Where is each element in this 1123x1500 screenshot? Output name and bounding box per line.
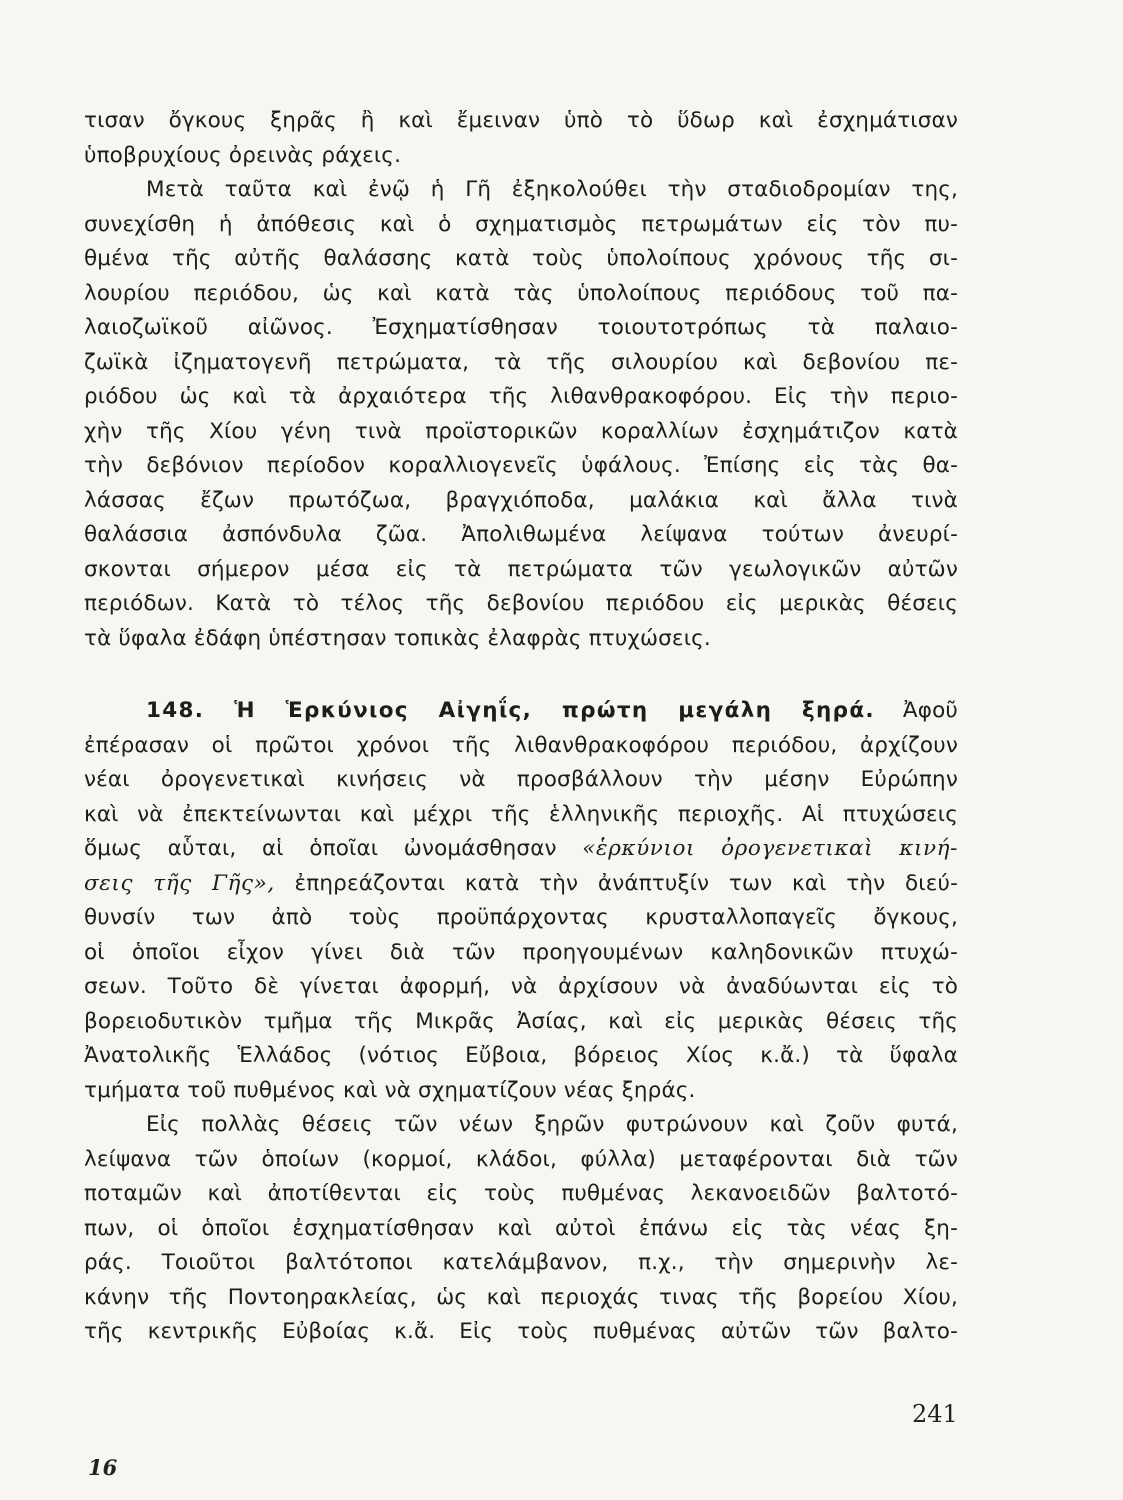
section-spacer <box>84 656 958 694</box>
section-heading-line <box>84 694 958 729</box>
italic-term: σεις τῆς Γῆς», <box>84 870 275 896</box>
text-line: χὴν τῆς Χίου γένη τινὰ προϊστορικῶν κοραλλίων ἐσχημάτιζον κατὰ <box>84 418 958 444</box>
text-line: πων, οἱ ὁποῖοι ἐσχηματίσθησαν καὶ αὐτοὶ ἐπάνω εἰς τὰς νέας ξη- <box>84 1215 958 1241</box>
text-line: ὑποβρυχίους ὀρεινὰς ράχεις. <box>84 142 402 168</box>
text-line: νέαι ὀρογενετικαὶ κινήσεις νὰ προσβάλλουν τὴν μέσην Εὐρώπην <box>84 767 958 792</box>
text-line: Μετὰ ταῦτα καὶ ἐνῷ ἡ Γῆ ἐξηκολούθει τὴν σταδιοδρομίαν της, <box>146 177 958 202</box>
text-line: ἐπέρασαν οἱ πρῶτοι χρόνοι τῆς λιθανθρακοφόρου περιόδου, ἀρχίζουν <box>84 732 958 758</box>
text-line: βορειοδυτικὸν τμῆμα τῆς Μικρᾶς Ἀσίας, καὶ εἰς μερικὰς θέσεις τῆς <box>84 1008 958 1034</box>
text-line: Ἀνατολικῆς Ἑλλάδος (νότιος Εὔβοια, βόρειος Χίος κ.ἄ.) τὰ ὕφαλα <box>84 1043 958 1068</box>
text-line: τμήματα τοῦ πυθμένος καὶ νὰ σχηματίζουν νέας ξηράς. <box>84 1077 696 1103</box>
text-line-with-quote <box>84 832 958 867</box>
heading-line-tail: Ἀφοῦ <box>902 698 958 723</box>
paragraph-swamps <box>84 1108 958 1350</box>
text-line: τῆς κεντρικῆς Εὐβοίας κ.ἄ. Εἰς τοὺς πυθμένας αὐτῶν τῶν βαλτο- <box>84 1319 958 1344</box>
printer-signature-mark: 16 <box>88 1455 118 1480</box>
page-number: 241 <box>912 1400 958 1428</box>
text-line: κάνην τῆς Ποντοηρακλείας, ὡς καὶ περιοχάς τινας τῆς βορείου Χίου, <box>84 1284 958 1310</box>
body-text <box>84 104 958 1350</box>
quote-line-prefix: ὅμως αὗται, αἱ ὁποῖαι ὠνομάσθησαν <box>84 836 557 861</box>
text-line: λάσσας ἔζων πρωτόζωα, βραγχιόποδα, μαλάκια καὶ ἄλλα τινὰ <box>84 487 958 513</box>
text-line: τὰ ὕφαλα ἐδάφη ὑπέστησαν τοπικὰς ἐλαφρὰς πτυχώσεις. <box>84 625 711 651</box>
text-line: ποταμῶν καὶ ἀποτίθενται εἰς τοὺς πυθμένας λεκανοειδῶν βαλτοτό- <box>84 1181 958 1206</box>
text-line: θυνσίν των ἀπὸ τοὺς προϋπάρχοντας κρυσταλλοπαγεῖς ὄγκους, <box>84 905 958 930</box>
text-line: τισαν ὄγκους ξηρᾶς ἢ καὶ ἔμειναν ὑπὸ τὸ ὕδωρ καὶ ἐσχημάτισαν <box>84 108 958 133</box>
section-148 <box>84 694 958 1108</box>
text-line-with-quote <box>84 867 958 902</box>
text-line: ράς. Τοιοῦτοι βαλτότοποι κατελάμβανον, π.χ., τὴν σημερινὴν λε- <box>84 1250 958 1275</box>
paragraph-continuation <box>84 104 958 173</box>
text-line: σεων. Τοῦτο δὲ γίνεται ἀφορμή, νὰ ἀρχίσουν νὰ ἀναδύωνται εἰς τὸ <box>84 974 958 999</box>
text-line: λείψανα τῶν ὁποίων (κορμοί, κλάδοι, φύλλα) μεταφέρονται διὰ τῶν <box>84 1146 958 1172</box>
italic-term: «ἑρκύνιοι ὀρογενετικαὶ κινή- <box>582 836 959 861</box>
text-line: λαιοζωϊκοῦ αἰῶνος. Ἐσχηματίσθησαν τοιουτοτρόπως τὰ παλαιο- <box>84 315 958 340</box>
text-line: σκονται σήμερον μέσα εἰς τὰ πετρώματα τῶν γεωλογικῶν αὐτῶν <box>84 556 958 582</box>
text-line: οἱ ὁποῖοι εἶχον γίνει διὰ τῶν προηγουμένων καληδονικῶν πτυχώ- <box>84 939 958 965</box>
text-line: συνεχίσθη ἡ ἀπόθεσις καὶ ὁ σχηματισμὸς πετρωμάτων εἰς τὸν πυ- <box>84 211 958 237</box>
text-line: θμένα τῆς αὐτῆς θαλάσσης κατὰ τοὺς ὑπολοίπους χρόνους τῆς σι- <box>84 246 958 271</box>
text-line: ριόδου ὡς καὶ τὰ ἀρχαιότερα τῆς λιθανθρακοφόρου. Εἰς τὴν περιο- <box>84 384 958 409</box>
text-line: καὶ νὰ ἐπεκτείνωνται καὶ μέχρι τῆς ἑλληνικῆς περιοχῆς. Αἱ πτυχώσεις <box>84 801 958 827</box>
quote-line-rest: ἐπηρεάζονται κατὰ τὴν ἀνάπτυξίν των καὶ τὴν διεύ- <box>294 870 958 896</box>
section-title: 148. Ἡ Ἑρκύνιος Αἰγηΐς, πρώτη μεγάλη ξηρά. <box>146 698 875 723</box>
text-line: Εἰς πολλὰς θέσεις τῶν νέων ξηρῶν φυτρώνουν καὶ ζοῦν φυτά, <box>146 1112 958 1137</box>
text-line: τὴν δεβόνιον περίοδον κοραλλιογενεῖς ὑφάλους. Ἐπίσης εἰς τὰς θα- <box>84 453 958 478</box>
text-line: ζωϊκὰ ἰζηματογενῆ πετρώματα, τὰ τῆς σιλουρίου καὶ δεβονίου πε- <box>84 349 958 375</box>
paragraph-paleozoic-rocks <box>84 173 958 656</box>
text-line: λουρίου περιόδου, ὡς καὶ κατὰ τὰς ὑπολοίπους περιόδους τοῦ πα- <box>84 280 958 306</box>
text-line: περιόδων. Κατὰ τὸ τέλος τῆς δεβονίου περιόδου εἰς μερικὰς θέσεις <box>84 591 958 616</box>
text-line: θαλάσσια ἀσπόνδυλα ζῶα. Ἀπολιθωμένα λείψανα τούτων ἀνευρί- <box>84 522 958 547</box>
